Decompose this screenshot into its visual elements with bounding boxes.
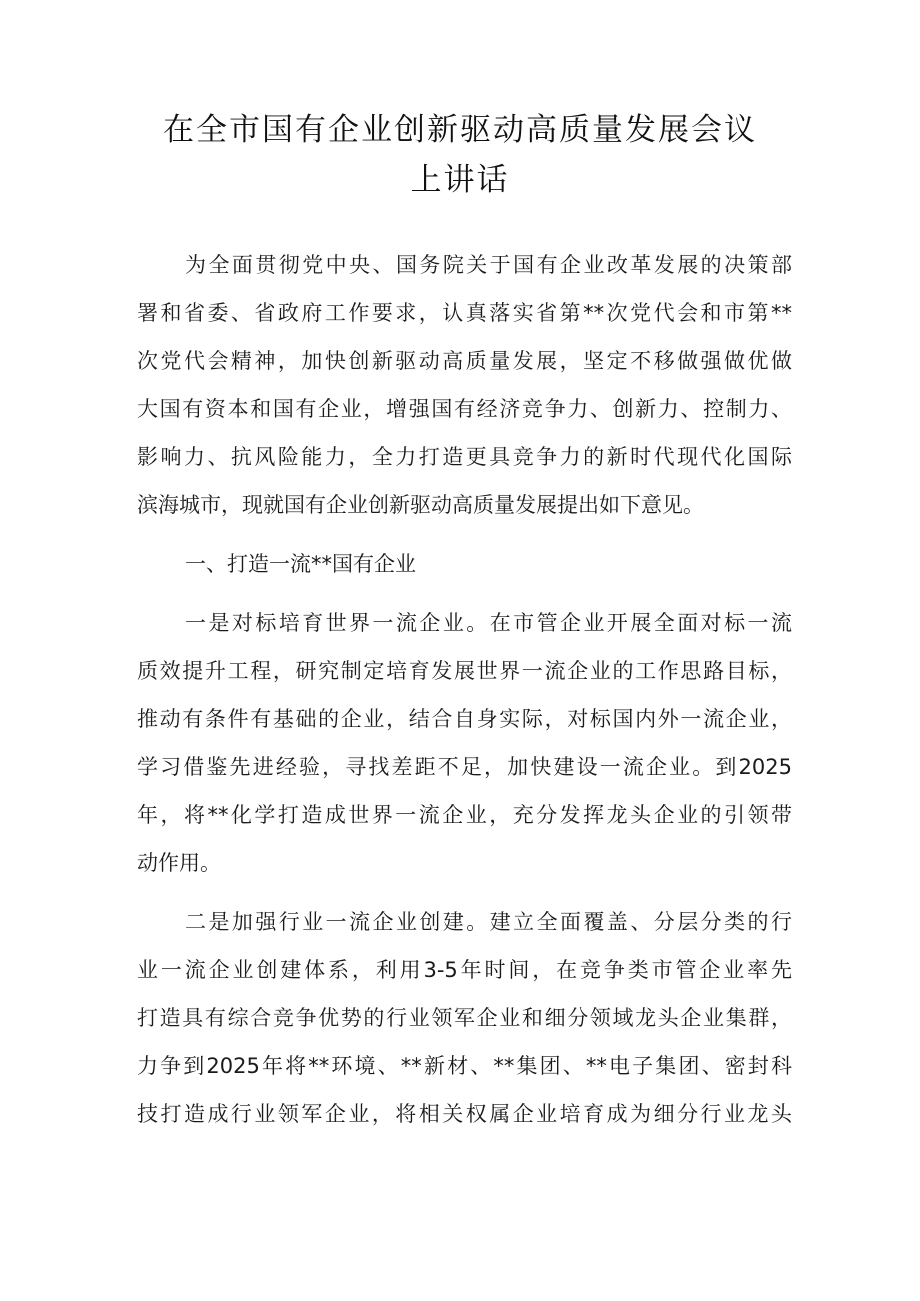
paragraph-line: 次党代会精神，加快创新驱动高质量发展，坚定不移做强做优做	[137, 349, 792, 373]
paragraph-line: 推动有条件有基础的企业，结合自身实际，对标国内外一流企业，	[137, 707, 792, 731]
paragraph-line: 技打造成行业领军企业，将相关权属企业培育成为细分行业龙头	[137, 1102, 792, 1126]
paragraph-line: 打造具有综合竞争优势的行业领军企业和细分领域龙头企业集群，	[137, 1006, 792, 1030]
paragraph-line: 大国有资本和国有企业，增强国有经济竞争力、创新力、控制力、	[137, 397, 792, 421]
paragraph-line: 影响力、抗风险能力，全力打造更具竞争力的新时代现代化国际	[137, 445, 792, 469]
document-title-line-1: 在全市国有企业创新驱动高质量发展会议	[163, 112, 757, 148]
paragraph-line: 为全面贯彻党中央、国务院关于国有企业改革发展的决策部	[185, 253, 792, 277]
paragraph-line: 署和省委、省政府工作要求，认真落实省第**次党代会和市第**	[137, 301, 792, 325]
paragraph-line: 业一流企业创建体系，利用3-5年时间，在竞争类市管企业率先	[137, 958, 792, 982]
paragraph-line: 滨海城市，现就国有企业创新驱动高质量发展提出如下意见。	[137, 493, 704, 517]
paragraph-line: 力争到2025年将**环境、**新材、**集团、**电子集团、密封科	[137, 1054, 792, 1078]
paragraph-line: 学习借鉴先进经验，寻找差距不足，加快建设一流企业。到2025	[137, 755, 792, 779]
paragraph-line: 动作用。	[137, 851, 221, 875]
paragraph-line: 一是对标培育世界一流企业。在市管企业开展全面对标一流	[185, 611, 792, 635]
paragraph-line: 年，将**化学打造成世界一流企业，充分发挥龙头企业的引领带	[137, 803, 792, 827]
section-heading-text: 一、打造一流**国有企业	[185, 552, 416, 576]
paragraph-line: 质效提升工程，研究制定培育发展世界一流企业的工作思路目标，	[137, 659, 792, 683]
document-title-line-2: 上讲话	[410, 162, 510, 198]
paragraph-line: 二是加强行业一流企业创建。建立全面覆盖、分层分类的行	[185, 910, 792, 934]
